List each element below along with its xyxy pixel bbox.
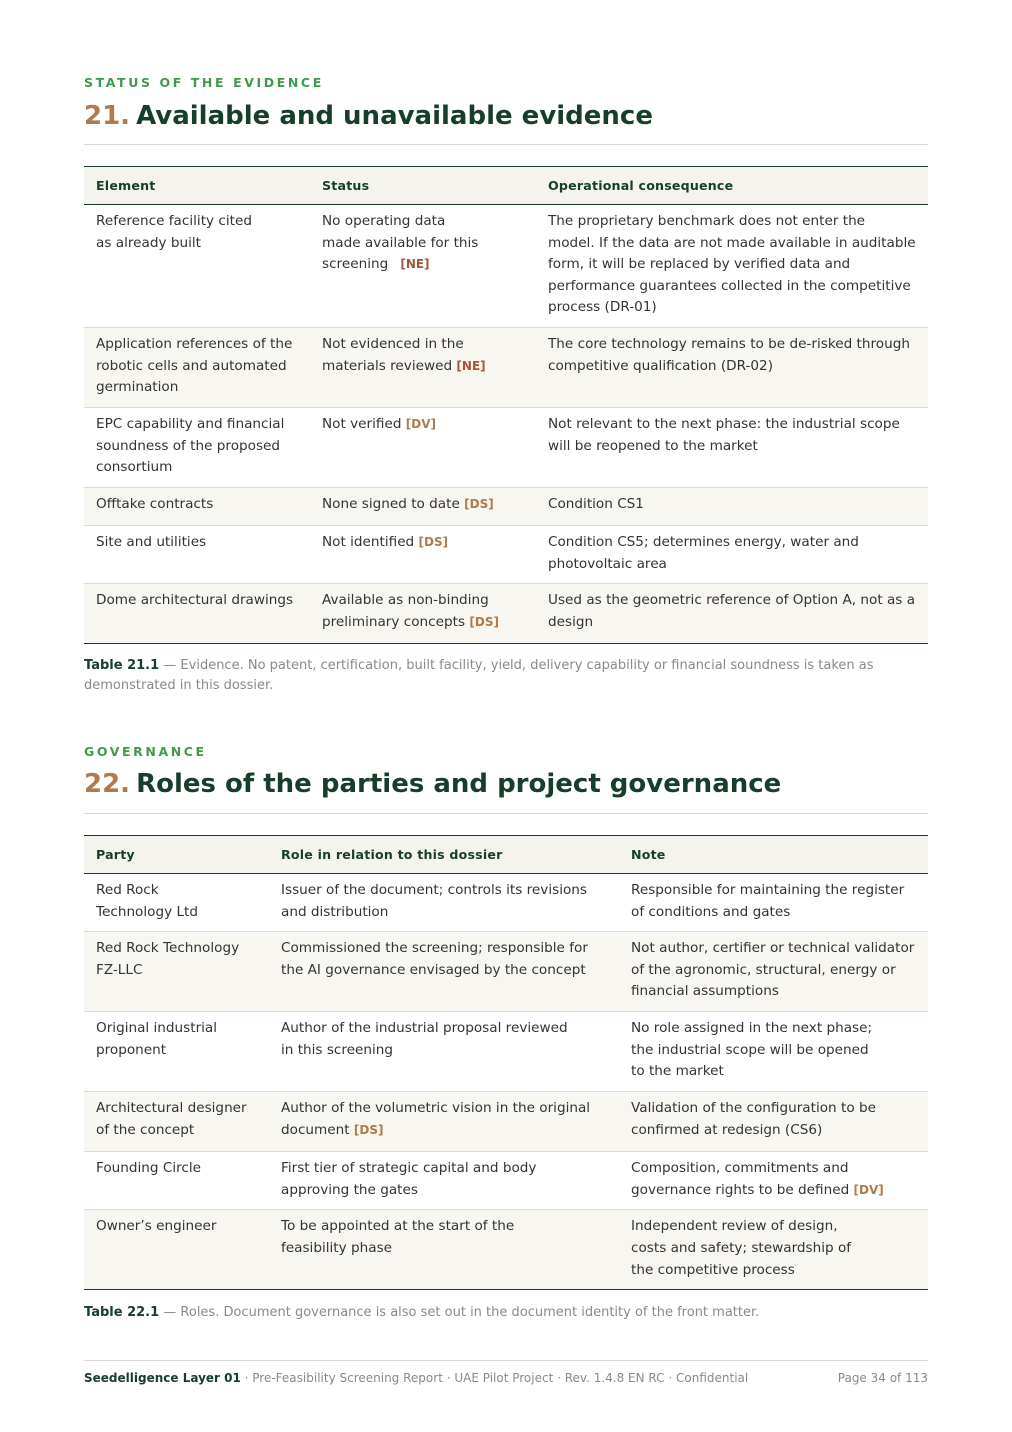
party-cell: Red Rock Technology FZ-LLC	[84, 932, 269, 1012]
table-header-row	[84, 167, 928, 205]
role-cell: First tier of strategic capital and body approving the gates	[269, 1152, 619, 1210]
section-title: Available and unavailable evidence	[136, 101, 653, 131]
table-row	[84, 1012, 928, 1092]
table-row	[84, 584, 928, 644]
note-cell: Composition, commitments and governance rights to be defined [DV]	[619, 1152, 928, 1210]
note-cell: Responsible for maintaining the register of conditions and gates	[619, 874, 928, 932]
page-number: Page 34 of 113	[837, 1371, 928, 1385]
evidence-tag: [DS]	[353, 1122, 384, 1137]
table-row	[84, 525, 928, 583]
evidence-table	[84, 166, 928, 644]
consequence-cell: Used as the geometric reference of Option A, not as a design	[536, 584, 928, 644]
status-cell: Not verified [DV]	[310, 407, 536, 487]
table-caption	[84, 656, 928, 696]
role-cell: Author of the industrial proposal reviewed in this screening	[269, 1012, 619, 1092]
role-cell: Issuer of the document; controls its revisions and distribution	[269, 874, 619, 932]
table-row	[84, 1210, 928, 1290]
role-cell: Commissioned the screening; responsible for the AI governance envisaged by the concept	[269, 932, 619, 1012]
caption-label: Table 21.1	[84, 658, 160, 673]
page-footer	[84, 1360, 928, 1385]
party-cell: Architectural designer of the concept	[84, 1092, 269, 1152]
table-row	[84, 1152, 928, 1210]
caption-text: — Evidence. No patent, certification, built facility, yield, delivery capability or financial soundness is taken as demonstrated in this dossier.	[84, 658, 874, 693]
status-cell: Available as non-binding preliminary concepts [DS]	[310, 584, 536, 644]
footer-brand: Seedelligence Layer 01	[84, 1371, 241, 1385]
element-cell: Reference facility cited as already built	[84, 205, 310, 328]
column-header: Operational consequence	[536, 167, 928, 205]
element-cell: EPC capability and financial soundness of the proposed consortium	[84, 407, 310, 487]
status-cell: None signed to date [DS]	[310, 487, 536, 525]
evidence-tag: [DV]	[405, 416, 437, 431]
note-cell: Validation of the configuration to be confirmed at redesign (CS6)	[619, 1092, 928, 1152]
consequence-cell: The core technology remains to be de-risked through competitive qualification (DR-02)	[536, 327, 928, 407]
table-row	[84, 407, 928, 487]
table-caption	[84, 1303, 928, 1323]
evidence-tag: [DS]	[464, 496, 494, 511]
caption-label: Table 22.1	[84, 1305, 160, 1320]
status-cell: Not evidenced in the materials reviewed [NE]	[310, 327, 536, 407]
consequence-cell: Condition CS1	[536, 487, 928, 525]
evidence-tag: [NE]	[400, 257, 430, 272]
status-cell: No operating data made available for this screening [NE]	[310, 205, 536, 328]
heading-rule	[84, 813, 928, 814]
party-cell: Red Rock Technology Ltd	[84, 874, 269, 932]
note-cell: Independent review of design, costs and safety; stewardship of the competitive process	[619, 1210, 928, 1290]
evidence-tag: [DV]	[853, 1182, 884, 1197]
column-header: Element	[84, 167, 310, 205]
footer-document-info	[84, 1371, 748, 1385]
column-header: Note	[619, 836, 928, 874]
evidence-tag: [NE]	[456, 358, 486, 373]
section-heading	[84, 101, 653, 132]
status-cell: Not identified [DS]	[310, 525, 536, 583]
party-cell: Founding Circle	[84, 1152, 269, 1210]
column-header: Party	[84, 836, 269, 874]
consequence-cell: The proprietary benchmark does not enter the model. If the data are not made available in auditable form, it will be replaced by verified data and performance guarantees collected in the competitive process (DR-01)	[536, 205, 928, 328]
consequence-cell: Condition CS5; determines energy, water and photovoltaic area	[536, 525, 928, 583]
caption-text: — Roles. Document governance is also set out in the document identity of the front matter.	[159, 1305, 760, 1320]
consequence-cell: Not relevant to the next phase: the industrial scope will be reopened to the market	[536, 407, 928, 487]
element-cell: Application references of the robotic cells and automated germination	[84, 327, 310, 407]
role-cell: To be appointed at the start of the feasibility phase	[269, 1210, 619, 1290]
table-header-row	[84, 836, 928, 874]
section-number: 21.	[84, 101, 131, 131]
table-row	[84, 874, 928, 932]
element-cell: Offtake contracts	[84, 487, 310, 525]
column-header: Role in relation to this dossier	[269, 836, 619, 874]
heading-rule	[84, 144, 928, 145]
section-title: Roles of the parties and project governance	[136, 769, 782, 799]
note-cell: Not author, certifier or technical validator of the agronomic, structural, energy or financial assumptions	[619, 932, 928, 1012]
evidence-tag: [DS]	[418, 534, 449, 549]
footer-meta: · Pre-Feasibility Screening Report · UAE Pilot Project · Rev. 1.4.8 EN RC · Confidential	[240, 1371, 749, 1385]
section-number: 22.	[84, 769, 131, 799]
column-header: Status	[310, 167, 536, 205]
element-cell: Site and utilities	[84, 525, 310, 583]
table-row	[84, 205, 928, 328]
element-cell: Dome architectural drawings	[84, 584, 310, 644]
role-cell: Author of the volumetric vision in the original document [DS]	[269, 1092, 619, 1152]
table-row	[84, 327, 928, 407]
table-row	[84, 1092, 928, 1152]
section-heading	[84, 769, 781, 800]
evidence-tag: [DS]	[469, 614, 499, 629]
party-cell: Owner’s engineer	[84, 1210, 269, 1290]
table-row	[84, 932, 928, 1012]
note-cell: No role assigned in the next phase; the industrial scope will be opened to the market	[619, 1012, 928, 1092]
section-kicker: STATUS OF THE EVIDENCE	[84, 75, 324, 90]
section-kicker: GOVERNANCE	[84, 744, 207, 759]
party-cell: Original industrial proponent	[84, 1012, 269, 1092]
table-row	[84, 487, 928, 525]
roles-table	[84, 835, 928, 1290]
